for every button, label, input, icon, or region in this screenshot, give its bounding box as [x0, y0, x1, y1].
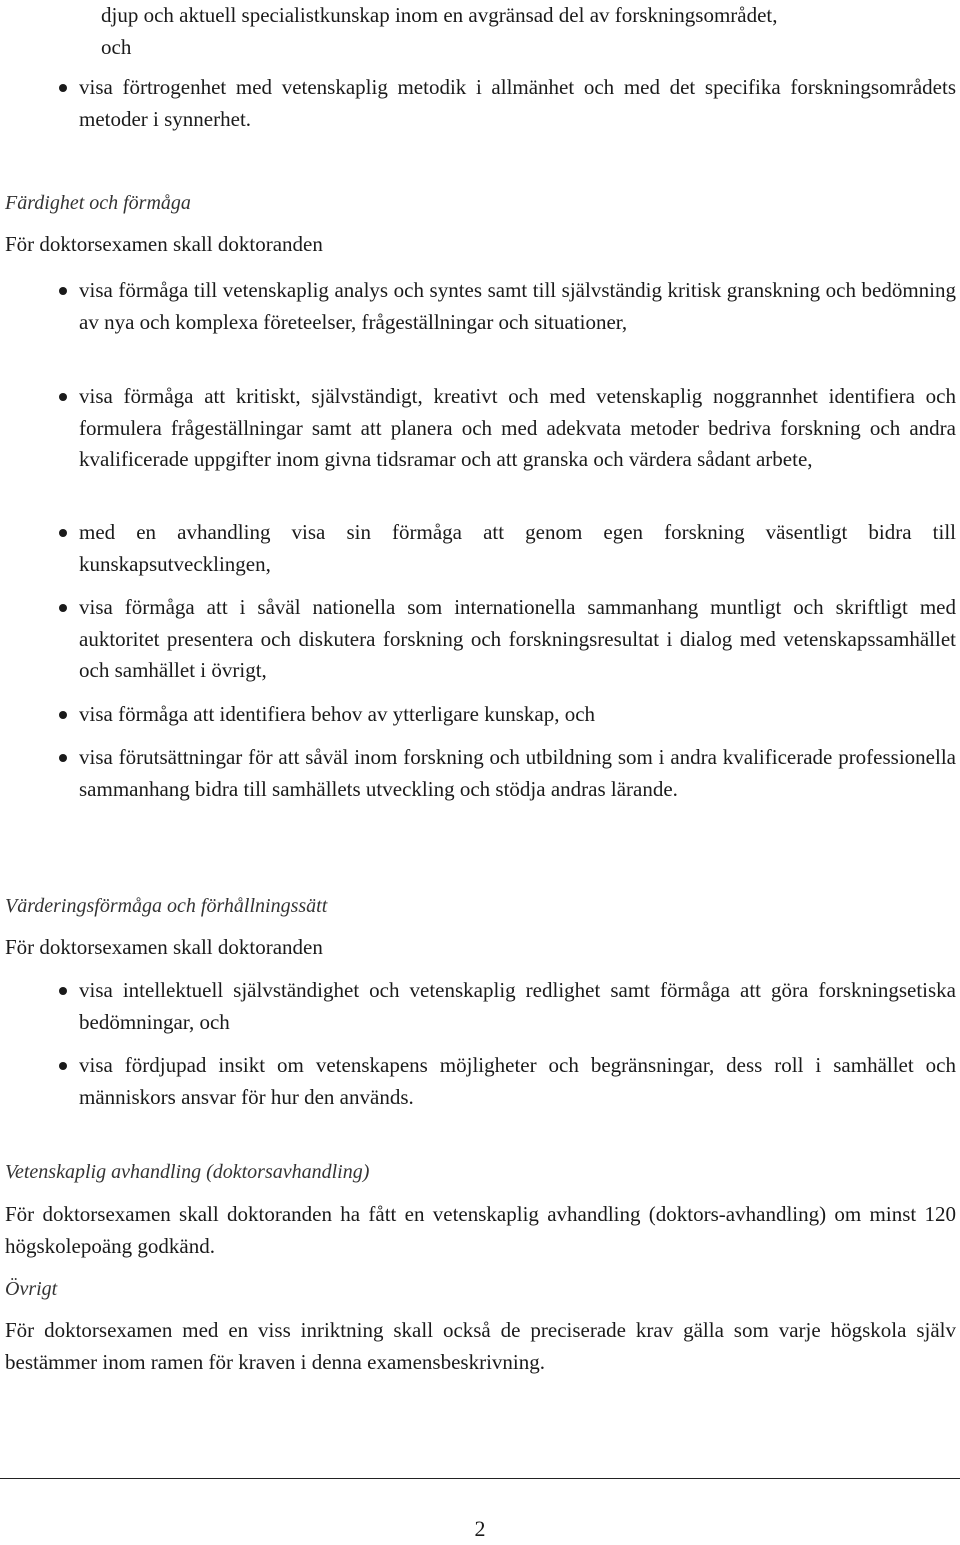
page-number: 2 [474, 1516, 486, 1541]
list-item-text: visa förtrogenhet med vetenskaplig metodik i allmänhet och med det specifika forskningsområdets metoder i synnerhet. [79, 75, 956, 131]
list-item-text: med en avhandling visa sin förmåga att genom egen forskning väsentligt bidra till kunskapsutvecklingen, [79, 520, 956, 576]
section-lead-skills: För doktorsexamen skall doktoranden [5, 232, 323, 256]
intro-continuation [101, 0, 956, 63]
list-item-text: visa förmåga att kritiskt, självständigt, kreativt och med vetenskaplig noggrannhet identifiera och formulera frågeställningar samt att planera och med adekvata metoder bedriva forskning och andra kvalificerade uppgifter inom givna tidsramar och att granska och värdera sådant arbete, [79, 384, 956, 471]
bullet-icon [59, 987, 67, 995]
intro-line-2: och [101, 34, 132, 59]
bullet-icon [59, 393, 67, 401]
section-heading-skills: Färdighet och förmåga [5, 192, 191, 214]
section-heading-thesis: Vetenskaplig avhandling (doktorsavhandling) [5, 1161, 370, 1183]
intro-line-1: djup och aktuell specialistkunskap inom en avgränsad del av forskningsområdet, [101, 3, 778, 27]
list-item-text: visa förmåga till vetenskaplig analys och syntes samt till självständig kritisk granskning och bedömning av nya och komplexa företeelser, frågeställningar och situationer, [79, 278, 956, 334]
section-heading-values: Värderingsförmåga och förhållningssätt [5, 895, 328, 917]
bullet-icon [59, 287, 67, 295]
list-item-text: visa förmåga att identifiera behov av ytterligare kunskap, och [79, 702, 596, 726]
bullet-icon [59, 529, 67, 537]
bullet-icon [59, 84, 67, 92]
list-item-text: visa förmåga att i såväl nationella som internationella sammanhang muntligt och skriftligt med auktoritet presentera och diskutera forskning och forskningsresultat i dialog med vetenskapssamhället och samhället i övrigt, [79, 595, 956, 682]
section-heading-other: Övrigt [5, 1278, 58, 1300]
list-item-text: visa fördjupad insikt om vetenskapens möjligheter och begränsningar, dess roll i samhället och människors ansvar för hur den används. [79, 1053, 956, 1109]
bullet-icon [59, 1062, 67, 1070]
list-item-text: visa förutsättningar för att såväl inom forskning och utbildning som i andra kvalificerade professionella sammanhang bidra till samhällets utveckling och stödja andras lärande. [79, 745, 956, 801]
section-text-thesis: För doktorsexamen skall doktoranden ha fått en vetenskaplig avhandling (doktors-avhandling) om minst 120 högskolepoäng godkänd. [5, 1202, 956, 1258]
bullet-icon [59, 754, 67, 762]
footer-divider [0, 1478, 960, 1479]
bullet-icon [59, 711, 67, 719]
bullet-icon [59, 604, 67, 612]
section-lead-values: För doktorsexamen skall doktoranden [5, 935, 323, 959]
section-text-other: För doktorsexamen med en viss inriktning skall också de preciserade krav gälla som varje högskola själv bestämmer inom ramen för kraven i denna examensbeskrivning. [5, 1318, 956, 1374]
list-item-text: visa intellektuell självständighet och vetenskaplig redlighet samt förmåga att göra forskningsetiska bedömningar, och [79, 978, 956, 1034]
